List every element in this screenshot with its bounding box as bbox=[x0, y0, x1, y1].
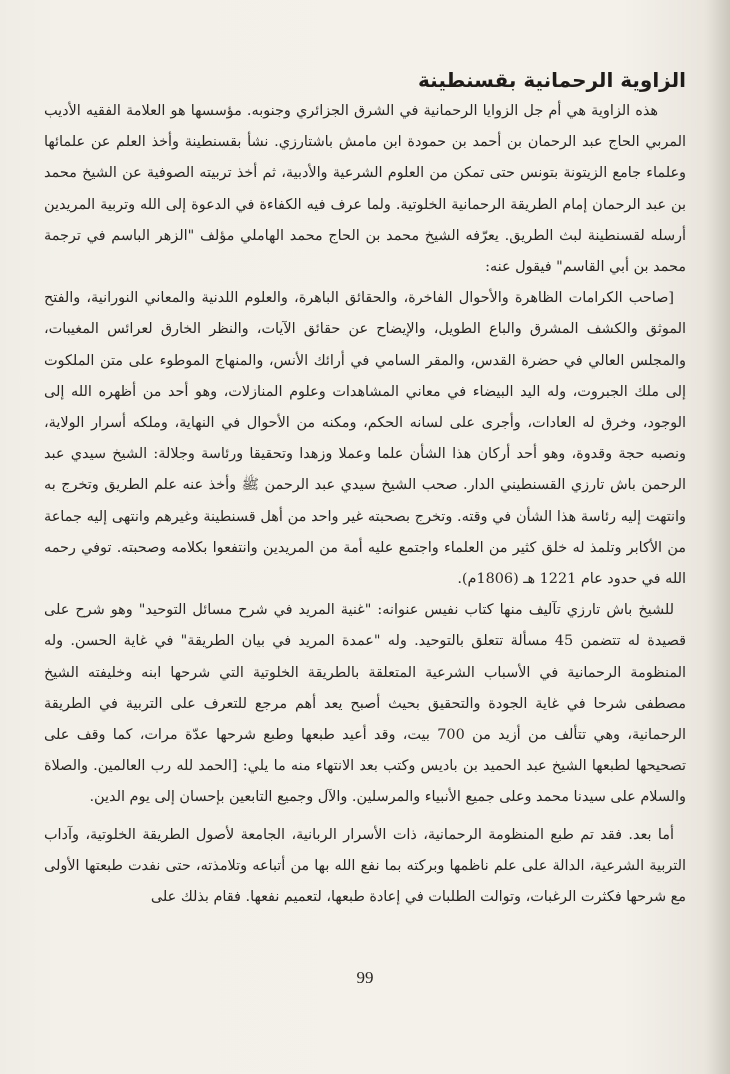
paragraph-quote: [صاحب الكرامات الظاهرة والأحوال الفاخرة، والحقائق الباهرة، والعلوم اللدنية والمعاني النورانية، والفتح الموثق والكشف المشرق والباع الطويل، والإيضاح عن حقائق الآيات، والنظر الخارق لعرائس المغيبات، والمجلس العالي في حضرة القدس، والمقر السامي في أرائك الأنس، والمنهاج الموطوء على متن الملكوت إلى ملك الجبروت، وله اليد البيضاء في معاني المشاهدات وعلوم المنازلات، وهو أحد من أظهره الله إلى الوجود، وخرق له العادات، وأجرى على لسانه الحكم، ومكنه من الأحوال في النهاية، وملكه أسرار الولاية، ونصبه حجة وقدوة، وهو أحد أركان هذا الشأن علما وعملا وزهدا وتحقيقا ورئاسة وجلالة: الشيخ سيدي عبد الرحمن باش تارزي القسنطيني الدار. صحب الشيخ سيدي عبد الرحمن ﷺ وأخذ عنه علم الطريق وتخرج به وانتهت إليه رئاسة هذا الشأن في وقته. وتخرج بصحبته غير واحد من أهل قسنطينة وغيرهم وانتهى إليه جماعة من الأكابر وتلمذ له خلق كثير من العلماء واجتمع عليه أمة من المريدين وانتفعوا بكلامه وصحبته. توفي رحمه الله في حدود عام 1221 هـ (1806م). bbox=[44, 290, 686, 588]
binding-shadow bbox=[704, 0, 730, 1074]
page-number: 99 bbox=[356, 968, 374, 987]
paragraph-intro: هذه الزاوية هي أم جل الزوايا الرحمانية في الشرق الجزائري وجنوبه. مؤسسها هو العلامة الفقيه الأديب المربي الحاج عبد الرحمان بن أحمد بن حمودة ابن مامش باشتارزي. نشأ بقسنطينة وأخذ العلم عن علمائها وعلماء جامع الزيتونة بتونس حتى تمكن من العلوم الشرعية والأدبية، ثم أخذ تربيته الصوفية عن الشيخ محمد بن عبد الرحمان إمام الطريقة الرحمانية الخلوتية. ولما عرف فيه الكفاءة في الدعوة إلى الله وتربية المريدين أرسله لقسنطينة لبث الطريق. يعرّفه الشيخ محمد بن الحاج محمد الهاملي مؤلف "الزهر الباسم في ترجمة محمد بن أبي القاسم" فيقول عنه: bbox=[44, 103, 686, 276]
paragraph-writings: للشيخ باش تارزي تآليف منها كتاب نفيس عنوانه: "غنية المريد في شرح مسائل التوحيد" وهو شرح على قصيدة له تتضمن 45 مسألة تتعلق بالتوحيد. وله "عمدة المريد في بيان الطريقة" في غاية الحسن. وله المنظومة الرحمانية في الأسباب الشرعية المتعلقة بالطريقة الخلوتية التي شرحها ابنه وخليفته الشيخ مصطفى شرحا في غاية الجودة والتحقيق بحيث أصبح يعد أهم مرجع للتعرف على التربية في الطريقة الرحمانية، وهي تتألف من أزيد من 700 بيت، وقد أعيد طبعها وطبع شرحها عدّة مرات، كما وقف على تصحيحها لطبعها الشيخ عبد الحميد بن باديس وكتب بعد الانتهاء منه ما يلي: [الحمد لله رب العالمين. والصلاة والسلام على سيدنا محمد وعلى جميع الأنبياء والمرسلين. والآل وجميع التابعين بإحسان إلى يوم الدين. bbox=[44, 602, 687, 806]
paragraph-conclusion: أما بعد. فقد تم طبع المنظومة الرحمانية، ذات الأسرار الربانية، الجامعة لأصول الطريقة الخلوتية، وآداب التربية الشرعية، الدالة على علم ناظمها وبركته بما نفع الله بها من أتباعه وتلامذته، حتى نفدت طبعتها الأولى مع شرحها فكثرت الرغبات، وتوالت الطلبات في إعادة طبعها، لتعميم نفعها. فقام بذلك على bbox=[44, 826, 686, 906]
section-title: الزاوية الرحمانية بقسنطينة bbox=[418, 68, 686, 92]
page-content bbox=[44, 66, 686, 913]
